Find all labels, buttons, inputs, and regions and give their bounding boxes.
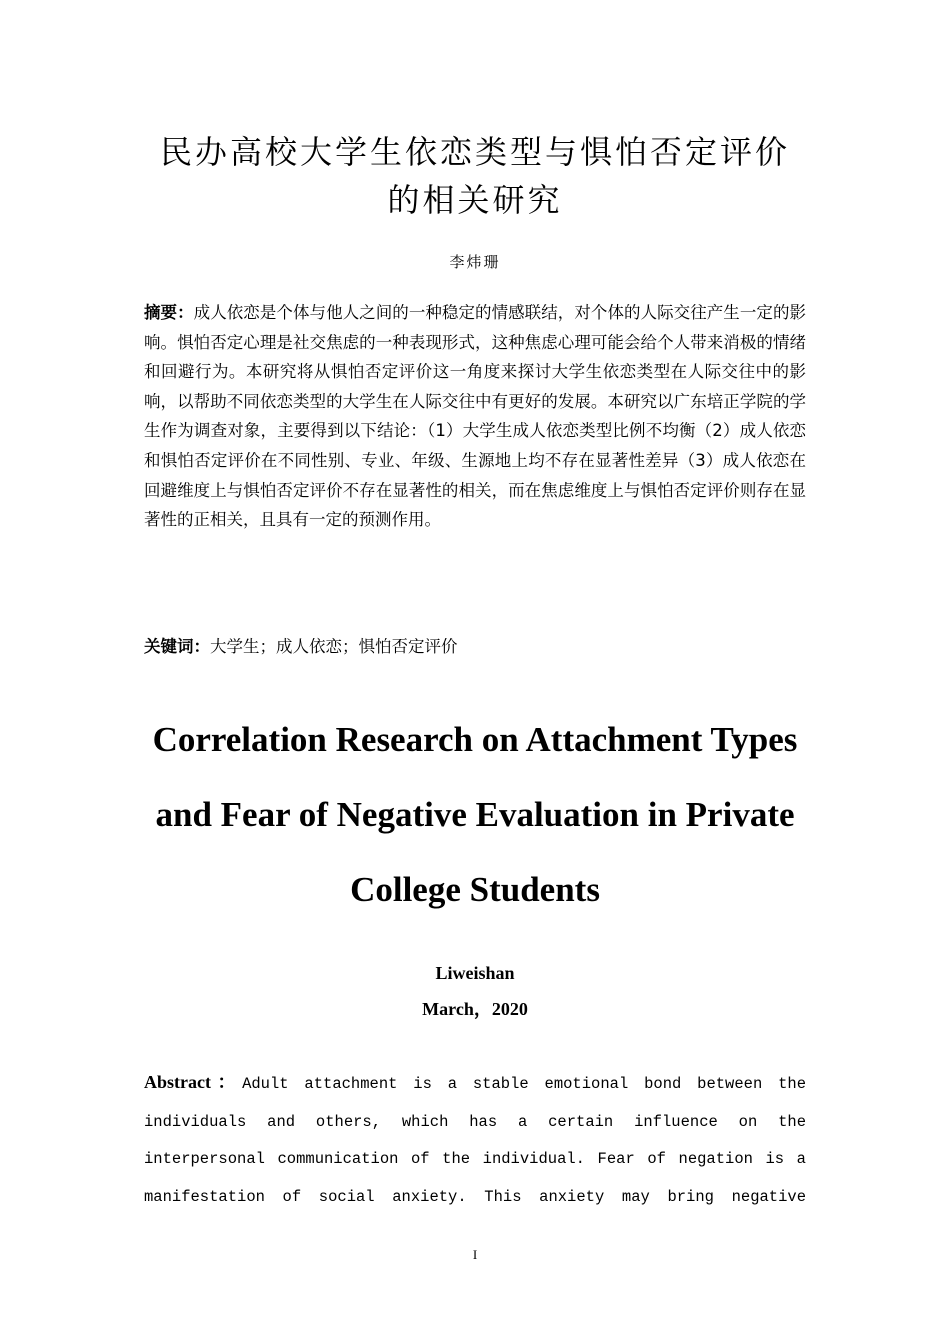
chinese-keywords-text: 大学生；成人依恋；惧怕否定评价 [210,637,458,656]
english-title-line-3: College Students [350,870,600,909]
chinese-title [120,128,830,224]
english-title-line-1: Correlation Research on Attachment Types [152,720,798,759]
english-author: Liweishan [435,963,515,983]
chinese-author: 李炜珊 [449,253,501,271]
chinese-title-line-1: 民办高校大学生依恋类型与惧怕否定评价 [159,133,790,171]
chinese-abstract-text: 成人依恋是个体与他人之间的一种稳定的情感联结，对个体的人际交往产生一定的影响。惧怕否定心理是社交焦虑的一种表现形式，这种焦虑心理可能会给个人带来消极的情绪和回避行为。本研究将从惧怕否定评价这一角度来探讨大学生依恋类型在人际交往中的影响，以帮助不同依恋类型的大学生在人际交往中有更好的发展。本研究以广东培正学院的学生作为调查对象，主要得到以下结论：（1）大学生成人依恋类型比例不均衡（2）成人依恋和惧怕否定评价在不同性别、专业、年级、生源地上均不存在显著性差异（3）成人依恋在回避维度上与惧怕否定评价不存在显著性的相关，而在焦虑维度上与惧怕否定评价则存在显著性的正相关，且具有一定的预测作用。 [144,303,807,530]
chinese-abstract-label: 摘要： [144,303,194,322]
english-abstract [144,1064,806,1216]
english-date: March，2020 [422,999,528,1019]
chinese-abstract [144,298,806,535]
page-number: I [472,1247,478,1262]
chinese-keywords-label: 关键词： [144,637,210,656]
english-abstract-text: Adult attachment is a stable emotional bond between the individuals and others, which has a certain influence on the interpersonal communication of the individual. Fear of negation is a manifestation of social anxiety. This anxiety may bring negative [144,1075,806,1206]
chinese-title-line-2: 的相关研究 [387,181,563,219]
english-title-line-2: and Fear of Negative Evaluation in Private [155,795,795,834]
english-title [120,702,830,927]
chinese-keywords [144,634,806,660]
english-abstract-label: Abstract： [144,1072,243,1092]
